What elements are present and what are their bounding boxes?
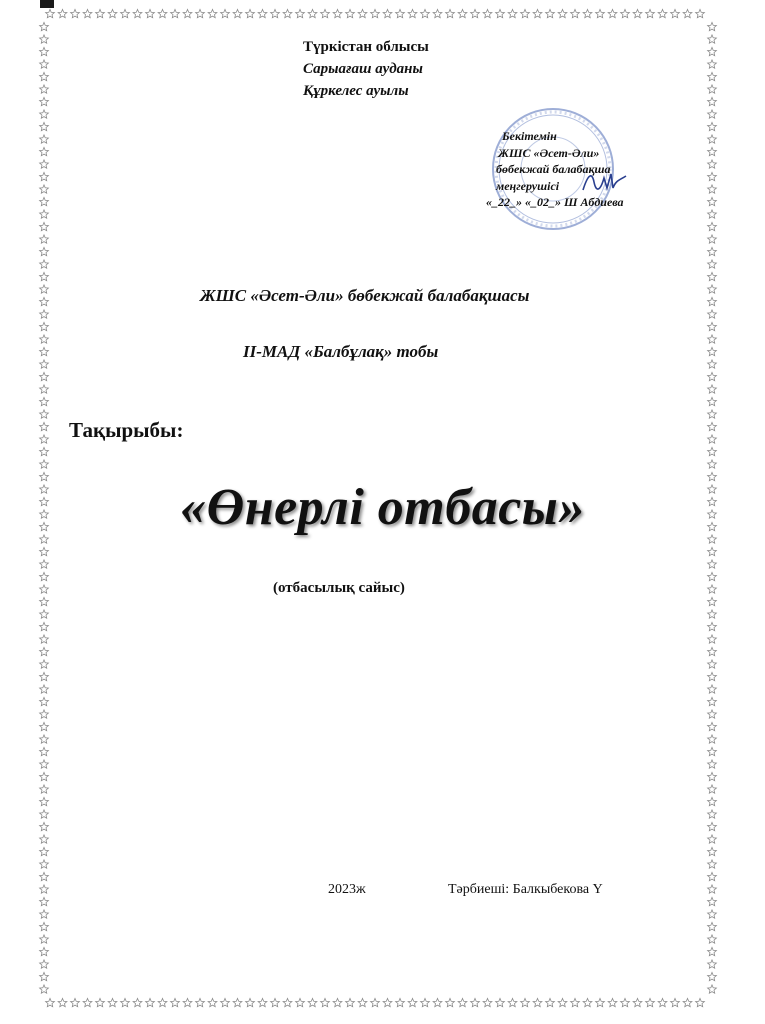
border-star <box>40 35 49 43</box>
border-star <box>158 998 167 1006</box>
border-star <box>458 998 467 1006</box>
border-star <box>671 9 680 17</box>
border-star <box>708 560 717 568</box>
border-star <box>708 697 717 705</box>
border-star <box>40 672 49 680</box>
border-star <box>646 9 655 17</box>
border-star <box>40 222 49 230</box>
border-star <box>471 9 480 17</box>
border-star <box>708 385 717 393</box>
border-star <box>708 85 717 93</box>
border-star <box>708 310 717 318</box>
border-star <box>708 672 717 680</box>
border-star <box>221 9 230 17</box>
border-star <box>258 9 267 17</box>
border-star <box>708 585 717 593</box>
border-star <box>708 610 717 618</box>
border-star <box>40 22 49 30</box>
border-star <box>40 972 49 980</box>
organization-name: ЖШС «Әсет-Әли» бөбекжай балабақшасы <box>200 286 530 305</box>
border-star <box>40 260 49 268</box>
border-star <box>708 172 717 180</box>
border-star <box>708 772 717 780</box>
border-star <box>246 998 255 1006</box>
border-star <box>708 710 717 718</box>
border-star <box>421 9 430 17</box>
border-star <box>40 847 49 855</box>
border-star <box>708 22 717 30</box>
border-star <box>40 947 49 955</box>
region-name: Түркістан облысы <box>303 39 429 55</box>
border-star <box>533 9 542 17</box>
approval-date-name: «_22_» «_02_» Ш Абдиева <box>486 195 624 209</box>
border-star <box>708 422 717 430</box>
border-star <box>71 998 80 1006</box>
border-star <box>40 297 49 305</box>
border-star <box>708 435 717 443</box>
border-star <box>171 998 180 1006</box>
border-star <box>708 397 717 405</box>
border-star <box>571 998 580 1006</box>
border-star <box>40 97 49 105</box>
border-star <box>40 697 49 705</box>
border-star <box>146 9 155 17</box>
approval-heading: Бекітемін <box>502 129 557 143</box>
border-star <box>708 185 717 193</box>
border-star <box>208 9 217 17</box>
border-star <box>596 9 605 17</box>
border-star <box>483 9 492 17</box>
border-star <box>708 135 717 143</box>
border-star <box>40 835 49 843</box>
border-star <box>308 998 317 1006</box>
border-star <box>121 9 130 17</box>
border-star <box>40 360 49 368</box>
border-star <box>40 760 49 768</box>
border-star <box>333 9 342 17</box>
border-star <box>708 785 717 793</box>
border-star <box>40 622 49 630</box>
border-star <box>708 272 717 280</box>
border-star <box>40 72 49 80</box>
border-star <box>146 998 155 1006</box>
border-star <box>433 9 442 17</box>
border-star <box>696 9 705 17</box>
border-star <box>40 772 49 780</box>
border-star <box>708 810 717 818</box>
border-star <box>396 998 405 1006</box>
border-star <box>346 9 355 17</box>
border-star <box>40 347 49 355</box>
border-star <box>408 9 417 17</box>
border-star <box>708 297 717 305</box>
topic-label: Тақырыбы: <box>69 418 184 442</box>
border-star <box>708 872 717 880</box>
approval-block <box>486 128 624 211</box>
border-star <box>40 310 49 318</box>
border-star <box>40 147 49 155</box>
border-star <box>40 160 49 168</box>
border-star <box>521 9 530 17</box>
border-star <box>40 460 49 468</box>
group-name: ІІ-МАД «Балбұлақ» тобы <box>243 342 439 361</box>
border-star <box>40 610 49 618</box>
border-star <box>708 960 717 968</box>
border-star <box>40 922 49 930</box>
border-star <box>671 998 680 1006</box>
border-star <box>40 110 49 118</box>
approval-kindergarten: бөбекжай балабақша <box>496 162 611 176</box>
border-star <box>708 910 717 918</box>
border-star <box>646 998 655 1006</box>
border-star <box>183 9 192 17</box>
border-star <box>58 998 67 1006</box>
border-star <box>40 135 49 143</box>
border-star <box>708 985 717 993</box>
border-star <box>683 998 692 1006</box>
border-star <box>296 998 305 1006</box>
border-star <box>708 885 717 893</box>
border-star <box>708 860 717 868</box>
border-star <box>558 998 567 1006</box>
border-star <box>108 998 117 1006</box>
border-star <box>271 998 280 1006</box>
border-star <box>708 35 717 43</box>
footer-year: 2023ж <box>328 882 366 897</box>
border-star <box>40 647 49 655</box>
border-star <box>40 785 49 793</box>
border-star <box>358 9 367 17</box>
border-star <box>708 197 717 205</box>
border-star <box>58 9 67 17</box>
border-star <box>121 998 130 1006</box>
border-star <box>708 747 717 755</box>
border-star <box>708 360 717 368</box>
border-star <box>696 998 705 1006</box>
border-star <box>40 960 49 968</box>
border-star <box>371 9 380 17</box>
border-star <box>221 998 230 1006</box>
border-star <box>283 9 292 17</box>
border-star <box>346 998 355 1006</box>
border-star <box>708 660 717 668</box>
border-star <box>446 9 455 17</box>
border-star <box>40 810 49 818</box>
border-star <box>708 372 717 380</box>
border-star <box>458 9 467 17</box>
border-star <box>40 560 49 568</box>
district-name: Сарыағаш ауданы <box>303 61 423 77</box>
border-star <box>40 172 49 180</box>
border-star <box>496 9 505 17</box>
border-star <box>196 998 205 1006</box>
border-star <box>40 47 49 55</box>
border-star <box>521 998 530 1006</box>
border-star <box>321 998 330 1006</box>
border-star <box>133 998 142 1006</box>
border-star <box>40 435 49 443</box>
border-star <box>40 910 49 918</box>
document-subtitle: (отбасылық сайыс) <box>273 580 405 596</box>
border-star <box>40 60 49 68</box>
border-star <box>708 60 717 68</box>
border-star <box>40 597 49 605</box>
border-star <box>40 985 49 993</box>
border-star <box>433 998 442 1006</box>
border-star <box>608 998 617 1006</box>
border-star <box>40 410 49 418</box>
border-star <box>283 998 292 1006</box>
border-star <box>40 872 49 880</box>
footer-teacher: Тәрбиеші: Балкыбекова Ү <box>448 882 603 897</box>
border-star <box>708 635 717 643</box>
border-star <box>708 822 717 830</box>
border-star <box>708 222 717 230</box>
border-star <box>446 998 455 1006</box>
border-star <box>708 685 717 693</box>
border-star <box>40 247 49 255</box>
border-star <box>708 835 717 843</box>
border-star <box>40 685 49 693</box>
border-star <box>296 9 305 17</box>
border-star <box>40 710 49 718</box>
border-star <box>708 972 717 980</box>
border-star <box>708 335 717 343</box>
border-star <box>708 235 717 243</box>
border-star <box>40 335 49 343</box>
border-star <box>708 322 717 330</box>
border-star <box>708 760 717 768</box>
border-star <box>421 998 430 1006</box>
border-star <box>546 9 555 17</box>
border-star <box>40 322 49 330</box>
border-star <box>546 998 555 1006</box>
border-star <box>708 347 717 355</box>
border-star <box>708 572 717 580</box>
border-star <box>708 72 717 80</box>
border-star <box>308 9 317 17</box>
border-star <box>40 822 49 830</box>
border-star <box>40 447 49 455</box>
border-star <box>46 998 55 1006</box>
border-star <box>571 9 580 17</box>
border-star <box>83 998 92 1006</box>
border-star <box>708 460 717 468</box>
border-star <box>383 998 392 1006</box>
border-star <box>46 9 55 17</box>
border-star <box>383 9 392 17</box>
border-star <box>708 622 717 630</box>
border-star <box>40 85 49 93</box>
border-star <box>208 998 217 1006</box>
border-star <box>40 572 49 580</box>
border-star <box>40 722 49 730</box>
village-name: Құркелес ауылы <box>303 83 409 99</box>
border-star <box>40 385 49 393</box>
border-star <box>658 998 667 1006</box>
border-star <box>708 410 717 418</box>
border-star <box>708 847 717 855</box>
border-star <box>708 122 717 130</box>
border-star <box>40 185 49 193</box>
border-star <box>196 9 205 17</box>
border-star <box>583 9 592 17</box>
approval-position: меңгерушісі <box>496 178 560 193</box>
border-star <box>40 547 49 555</box>
border-star <box>40 372 49 380</box>
border-star <box>246 9 255 17</box>
border-star <box>40 885 49 893</box>
border-star <box>708 935 717 943</box>
border-star <box>496 998 505 1006</box>
border-star <box>133 9 142 17</box>
border-star <box>708 647 717 655</box>
border-star <box>40 635 49 643</box>
border-star <box>633 998 642 1006</box>
border-star <box>40 197 49 205</box>
border-star <box>708 947 717 955</box>
border-star <box>708 210 717 218</box>
border-star <box>40 235 49 243</box>
border-star <box>708 447 717 455</box>
border-star <box>596 998 605 1006</box>
border-star <box>371 998 380 1006</box>
border-star <box>708 922 717 930</box>
border-star <box>158 9 167 17</box>
border-star <box>633 9 642 17</box>
border-star <box>40 747 49 755</box>
border-star <box>683 9 692 17</box>
border-star <box>558 9 567 17</box>
border-star <box>40 660 49 668</box>
border-star <box>708 247 717 255</box>
border-star <box>321 9 330 17</box>
border-star <box>183 998 192 1006</box>
border-star <box>621 9 630 17</box>
border-star <box>40 935 49 943</box>
border-star <box>40 860 49 868</box>
border-star <box>708 47 717 55</box>
border-star <box>708 735 717 743</box>
border-star <box>708 722 717 730</box>
border-star <box>40 797 49 805</box>
border-star <box>83 9 92 17</box>
border-star <box>583 998 592 1006</box>
border-star <box>471 998 480 1006</box>
border-star <box>96 998 105 1006</box>
border-star <box>621 998 630 1006</box>
border-star <box>40 272 49 280</box>
border-star <box>40 210 49 218</box>
border-star <box>396 9 405 17</box>
border-star <box>658 9 667 17</box>
border-star <box>233 998 242 1006</box>
border-star <box>708 147 717 155</box>
border-star <box>708 160 717 168</box>
border-star <box>40 897 49 905</box>
border-star <box>40 285 49 293</box>
border-star <box>271 9 280 17</box>
document-title: «Өнерлі отбасы» <box>180 479 585 536</box>
border-star <box>40 422 49 430</box>
border-star <box>708 285 717 293</box>
border-star <box>96 9 105 17</box>
border-star <box>708 110 717 118</box>
border-star <box>258 998 267 1006</box>
approval-org: ЖШС «Әсет-Әли» <box>498 145 600 160</box>
border-star <box>608 9 617 17</box>
border-star <box>708 97 717 105</box>
border-star <box>483 998 492 1006</box>
border-star <box>40 585 49 593</box>
border-star <box>108 9 117 17</box>
border-star <box>708 260 717 268</box>
border-star <box>408 998 417 1006</box>
border-star <box>708 797 717 805</box>
border-star <box>333 998 342 1006</box>
border-star <box>40 735 49 743</box>
border-star <box>40 397 49 405</box>
border-star <box>40 122 49 130</box>
border-star <box>708 897 717 905</box>
border-star <box>358 998 367 1006</box>
border-star <box>71 9 80 17</box>
border-star <box>233 9 242 17</box>
border-star <box>533 998 542 1006</box>
border-star <box>171 9 180 17</box>
header-block <box>303 36 429 102</box>
border-star <box>708 547 717 555</box>
border-star <box>508 998 517 1006</box>
border-star <box>708 597 717 605</box>
border-star <box>508 9 517 17</box>
